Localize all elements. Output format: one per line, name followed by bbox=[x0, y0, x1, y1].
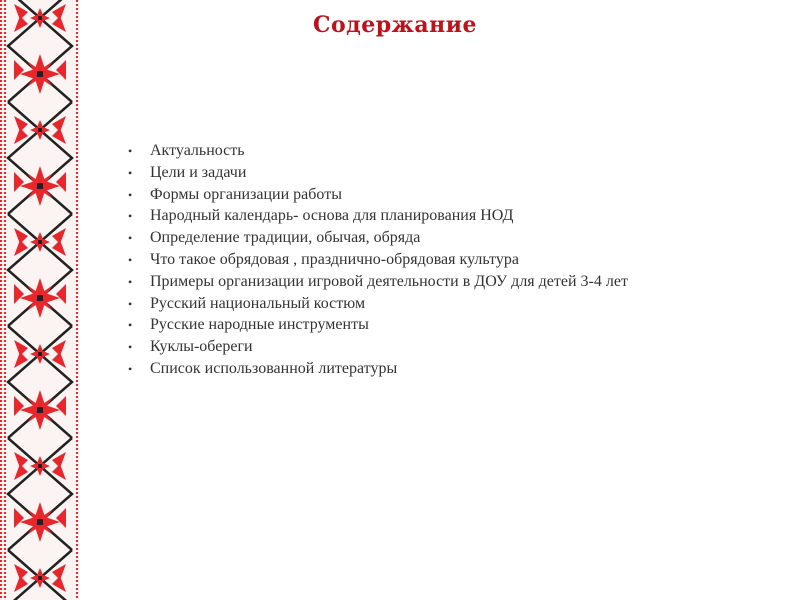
contents-list bbox=[128, 140, 628, 380]
bullet-icon: • bbox=[128, 274, 133, 289]
list-item: • Что такое обрядовая , празднично-обрядовая культура bbox=[128, 249, 628, 271]
bullet-icon: • bbox=[128, 165, 133, 180]
list-item: • Примеры организации игровой деятельности в ДОУ для детей 3-4 лет bbox=[128, 271, 628, 293]
bullet-icon: • bbox=[128, 144, 133, 158]
list-item: • Цели и задачи bbox=[128, 162, 628, 184]
bullet-icon: • bbox=[128, 296, 133, 311]
list-item: • Список использованной литературы bbox=[128, 358, 628, 380]
list-item: • Народный календарь- основа для планирования НОД bbox=[128, 205, 628, 227]
list-item: • Формы организации работы bbox=[128, 184, 628, 206]
list-item: • Актуальность bbox=[128, 140, 628, 162]
list-item: • Русский национальный костюм bbox=[128, 293, 628, 315]
page-title: Содержание bbox=[312, 12, 478, 38]
list-item: • Русские народные инструменты bbox=[128, 314, 628, 336]
bullet-icon: • bbox=[128, 361, 133, 376]
bullet-icon: • bbox=[128, 231, 133, 246]
bullet-icon: • bbox=[128, 187, 133, 202]
list-item: • Определение традиции, обычая, обряда bbox=[128, 227, 628, 249]
embroidery-ornament-border bbox=[0, 0, 80, 600]
bullet-icon: • bbox=[128, 209, 133, 224]
bullet-icon: • bbox=[128, 340, 133, 355]
bullet-icon: • bbox=[128, 318, 133, 333]
list-item: • Куклы-обереги bbox=[128, 336, 628, 358]
bullet-icon: • bbox=[128, 252, 133, 267]
